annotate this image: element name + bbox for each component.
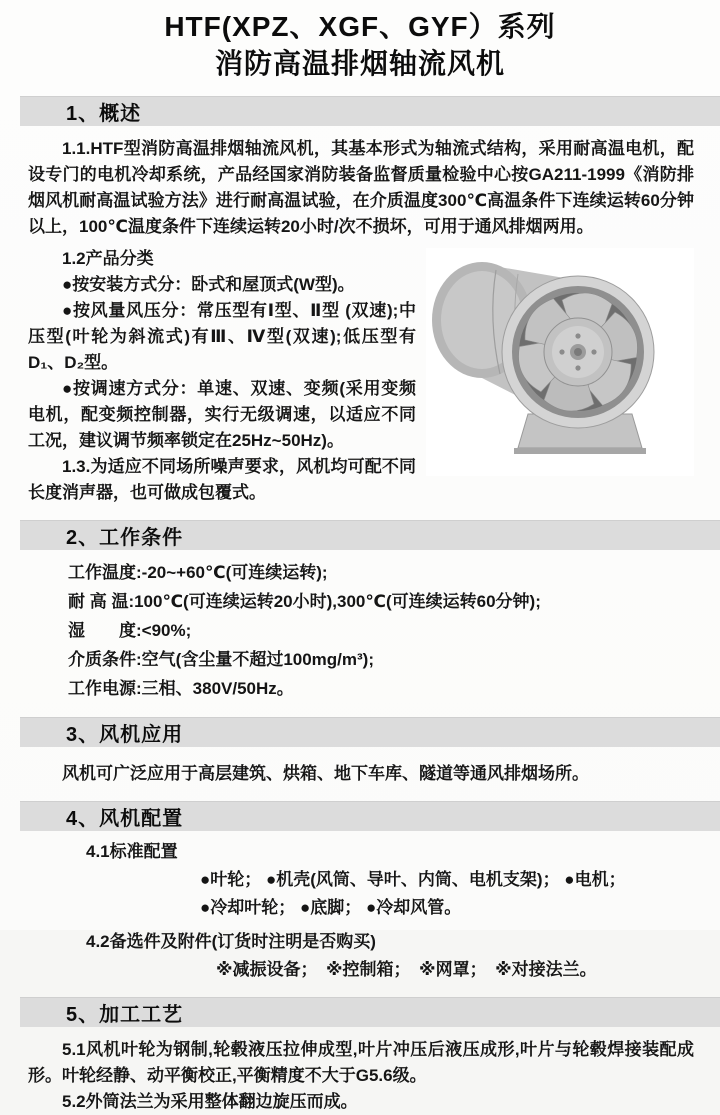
working-conditions-list [0, 558, 720, 703]
section-bar-configuration [20, 801, 720, 831]
doc-title-line1: HTF(XPZ、XGF、GYF）系列 [164, 11, 556, 42]
para-5-2: 5.2外筒法兰为采用整体翻边旋压而成。 [62, 1092, 358, 1111]
optional-parts-line: ※减振设备； ※控制箱； ※网罩； ※对接法兰。 [216, 960, 597, 979]
overview-columns [28, 246, 694, 506]
hub-bolt [575, 365, 580, 370]
optional-parts-heading: 4.2备选件及附件(订货时注明是否购买) [86, 932, 376, 951]
section-heading-overview: 1、概述 [66, 102, 142, 125]
configuration-content [0, 839, 720, 983]
application-text: 风机可广泛应用于高层建筑、烘箱、地下车库、隧道等通风排烟场所。 [62, 764, 589, 783]
para-1-3: 1.3.为适应不同场所噪声要求，风机均可配不同长度消声器，也可做成包覆式。 [28, 457, 416, 502]
bullet-pressure-type: ●按风量风压分：常压型有Ⅰ型、Ⅱ型 (双速);中压型(叶轮为斜流式)有Ⅲ、Ⅳ型(双速);低压型有D₁、D₂型。 [28, 301, 416, 372]
cond-power: 工作电源:三相、380V/50Hz。 [68, 679, 294, 698]
std-config-heading: 4.1标准配置 [86, 842, 178, 861]
std-config-line2: ●冷却叶轮； ●底脚； ●冷却风管。 [200, 898, 462, 917]
section-heading-conditions: 2、工作条件 [66, 526, 184, 549]
section-bar-conditions [20, 520, 720, 550]
doc-title-line2: 消防高温排烟轴流风机 [214, 48, 505, 79]
std-config-line1: ●叶轮； ●机壳(风筒、导叶、内筒、电机支架)； ●电机； [200, 870, 626, 889]
bullet-install-type: ●按安装方式分：卧式和屋顶式(W型)。 [62, 275, 355, 294]
cond-medium: 介质条件:空气(含尘量不超过100mg/m³); [68, 650, 375, 669]
section-heading-application: 3、风机应用 [66, 723, 184, 746]
section-bar-process [20, 997, 720, 1027]
cond-working-temp: 工作温度:-20~+60℃(可连续运转); [68, 563, 328, 582]
bullet-speed-type: ●按调速方式分：单速、双速、变频(采用变频电机，配变频控制器，实行无级调速，以适应不同工况，建议调节频率锁定在25Hz~50Hz)。 [28, 379, 416, 450]
process-content [0, 1037, 720, 1115]
hub-bolt [575, 333, 580, 338]
cond-high-temp: 耐 高 温:100℃(可连续运转20小时),300℃(可连续运转60分钟); [68, 592, 541, 611]
section-bar-overview [20, 96, 720, 126]
fan-base-foot [514, 448, 646, 454]
hub-bolt [559, 349, 564, 354]
fan-shaft-center [574, 348, 582, 356]
para-1-1: 1.1.HTF型消防高温排烟轴流风机，其基本形式为轴流式结构，采用耐高温电机，配设专门的电机冷却系统，产品经国家消防装备监督质量检验中心按GA211-1999《消防排烟风机耐高温试验方法》进行耐高温试验，在介质温度300℃高温条件下连续运转60分钟以上，100℃温度条件下连续运转20小时/次不损坏，可用于通风排烟两用。 [28, 139, 694, 236]
application-content [0, 761, 720, 787]
para-1-2-heading: 1.2产品分类 [62, 249, 154, 268]
hub-bolt [591, 349, 596, 354]
overview-content [0, 136, 720, 506]
doc-title [0, 0, 720, 82]
axial-fan-photo [426, 248, 694, 476]
section-heading-process: 5、加工工艺 [66, 1003, 184, 1026]
axial-fan-image [426, 248, 694, 476]
para-5-1: 5.1风机叶轮为钢制,轮毂液压拉伸成型,叶片冲压后液压成形,叶片与轮毂焊接装配成形。叶轮经静、动平衡校正,平衡精度不大于G5.6级。 [28, 1040, 694, 1085]
cond-humidity: 湿 度:<90%; [68, 621, 192, 640]
section-heading-configuration: 4、风机配置 [66, 807, 184, 830]
section-bar-application [20, 717, 720, 747]
